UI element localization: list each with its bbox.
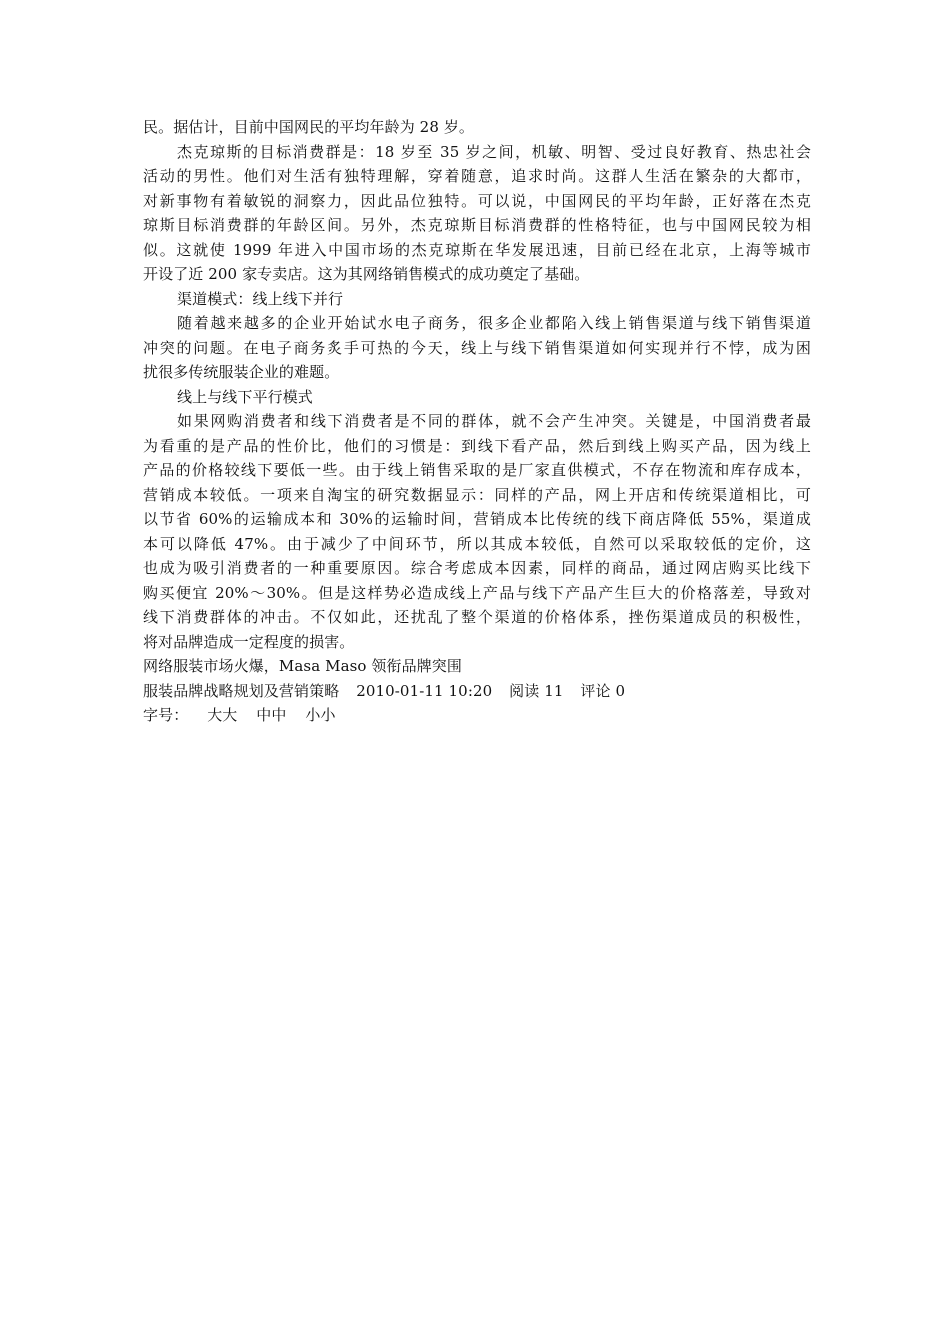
paragraph-line: 本可以降低 47%。由于减少了中间环节，所以其成本较低，自然可以采取较低的定价，这 [143,534,811,553]
paragraph-line: 开设了近 200 家专卖店。这为其网络销售模式的成功奠定了基础。 [143,265,590,283]
paragraph-line: 杰克琼斯的目标消费群是：18 岁至 35 岁之间，机敏、明智、受过良好教育、热忠社会 [177,142,811,161]
paragraph-line: 购买便宜 20%～30%。但是这样势必造成线上产品与线下产品产生巨大的价格落差，导致对 [143,583,811,602]
font-size-large[interactable]: 大大 [207,706,238,724]
article-category[interactable]: 服装品牌战略规划及营销策略 [143,681,340,700]
paragraph-line: 产品的价格较线下要低一些。由于线上销售采取的是厂家直供模式，不存在物流和库存成本， [143,461,811,479]
paragraph-line: 冲突的问题。在电子商务炙手可热的今天，线上与线下销售渠道如何实现并行不悖，成为困 [143,338,811,357]
paragraph-line: 似。这就使 1999 年进入中国市场的杰克琼斯在华发展迅速，目前已经在北京，上海等城市 [143,240,811,259]
paragraph-line: 为看重的是产品的性价比，他们的习惯是：到线下看产品，然后到线上购买产品，因为线上 [143,436,811,455]
paragraph-line: 活动的男性。他们对生活有独特理解，穿着随意，追求时尚。这群人生活在繁杂的大都市， [143,167,811,185]
section-heading: 渠道模式：线上线下并行 [177,289,344,308]
paragraph-line: 如果网购消费者和线下消费者是不同的群体，就不会产生冲突。关键是，中国消费者最 [177,412,811,430]
article-comments[interactable]: 评论 0 [580,681,626,700]
paragraph-line: 以节省 60%的运输成本和 30%的运输时间，营销成本比传统的线下商店降低 55%，渠道成 [143,510,811,528]
paragraph-line: 营销成本较低。一项来自淘宝的研究数据显示：同样的产品，网上开店和传统渠道相比，可 [143,485,811,504]
paragraph-line: 琼斯目标消费群的年龄区间。另外，杰克琼斯目标消费群的性格特征，也与中国网民较为相 [143,216,811,234]
article-reads: 阅读 11 [509,681,564,700]
font-size-control [143,703,811,728]
paragraph-line: 线下消费群体的冲击。不仅如此，还扰乱了整个渠道的价格体系，挫伤渠道成员的积极性， [143,608,811,626]
font-size-medium[interactable]: 中中 [256,706,287,724]
document-page [143,115,811,728]
paragraph-line: 扰很多传统服装企业的难题。 [143,363,340,381]
article-datetime: 2010-01-11 10:20 [356,681,493,700]
article-title[interactable]: 网络服装市场火爆，Masa Maso 领衔品牌突围 [143,657,463,675]
paragraph-line: 民。据估计，目前中国网民的平均年龄为 28 岁。 [143,118,475,136]
paragraph-line: 也成为吸引消费者的一种重要原因。综合考虑成本因素，同样的商品，通过网店购买比线下 [143,559,811,577]
font-size-label: 字号： [143,706,189,724]
paragraph-line: 将对品牌造成一定程度的损害。 [143,632,355,651]
article-body [143,115,811,654]
paragraph-line: 随着越来越多的企业开始试水电子商务，很多企业都陷入线上销售渠道与线下销售渠道 [177,314,811,332]
article-meta [143,679,811,704]
paragraph-line: 对新事物有着敏锐的洞察力，因此品位独特。可以说，中国网民的平均年龄，正好落在杰克 [143,191,811,210]
section-heading: 线上与线下平行模式 [177,387,313,406]
font-size-small[interactable]: 小小 [305,706,336,724]
